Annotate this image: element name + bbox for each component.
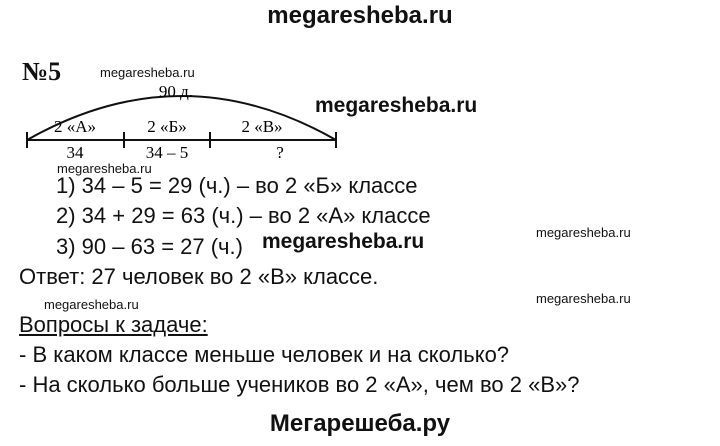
- site-footer: Мегарешеба.ру: [269, 410, 451, 437]
- watermark-big: megaresheba.ru: [315, 94, 478, 117]
- below-label-v: ?: [276, 143, 284, 162]
- segment-label-a: 2 «А»: [53, 117, 97, 136]
- watermark: megaresheba.ru: [57, 161, 152, 176]
- task-number: №5: [22, 57, 62, 86]
- watermark: megaresheba.ru: [100, 65, 195, 80]
- question-2: - На сколько больше учеников во 2 «А», чем во 2 «В»?: [19, 372, 580, 397]
- solution-step-2: 2) 34 + 29 = 63 (ч.) – во 2 «А» классе: [56, 203, 431, 228]
- site-title: megaresheba.ru: [267, 2, 453, 29]
- watermark: megaresheba.ru: [44, 297, 139, 312]
- total-label: 90 д.: [158, 82, 194, 101]
- watermark-big: megaresheba.ru: [262, 230, 425, 253]
- solution-step-1: 1) 34 – 5 = 29 (ч.) – во 2 «Б» классе: [56, 173, 418, 198]
- segment-label-b: 2 «Б»: [147, 117, 187, 136]
- answer: Ответ: 27 человек во 2 «В» классе.: [19, 264, 379, 289]
- below-label-b: 34 – 5: [145, 143, 189, 162]
- solution-step-3: 3) 90 – 63 = 27 (ч.): [56, 234, 243, 259]
- below-label-a: 34: [66, 143, 84, 162]
- segment-label-v: 2 «В»: [241, 117, 283, 136]
- questions-heading: Вопросы к задаче:: [19, 312, 208, 337]
- watermark: megaresheba.ru: [536, 225, 631, 240]
- watermark: megaresheba.ru: [536, 291, 631, 306]
- question-1: - В каком классе меньше человек и на сколько?: [19, 342, 510, 367]
